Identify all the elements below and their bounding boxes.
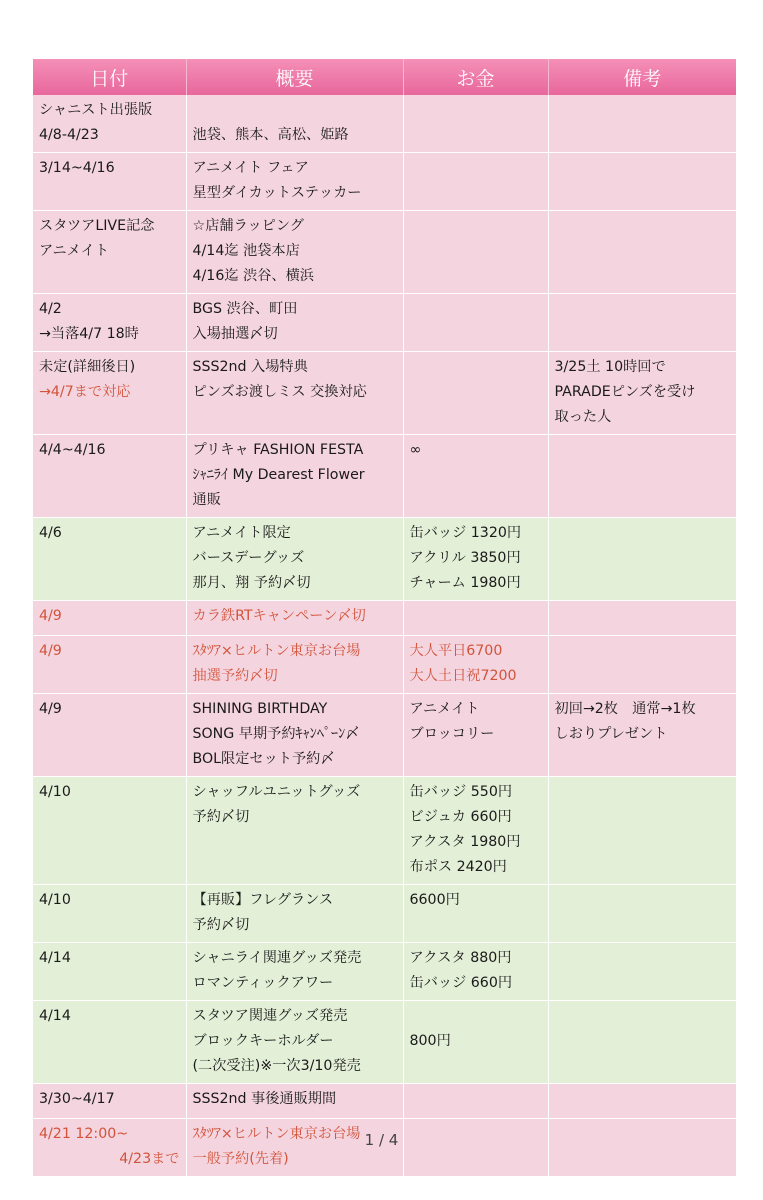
note-cell bbox=[548, 352, 736, 435]
money-line bbox=[410, 1004, 542, 1029]
summary-line: 【再販】フレグランス bbox=[192, 892, 334, 908]
summary-line: ☆店舗ラッピング bbox=[192, 218, 304, 234]
summary-cell bbox=[186, 943, 403, 1001]
money-cell bbox=[403, 435, 548, 518]
money-line: ∞ bbox=[409, 442, 422, 458]
date-cell bbox=[33, 601, 186, 636]
table-row bbox=[33, 352, 736, 435]
note-cell bbox=[548, 153, 736, 211]
date-line: 4/10 bbox=[39, 784, 71, 800]
money-cell bbox=[403, 95, 548, 153]
summary-line: スタツア関連グッズ発売 bbox=[192, 1008, 348, 1024]
summary-cell bbox=[186, 518, 403, 601]
date-line: 4/10 bbox=[39, 892, 71, 908]
date-line: 4/14 bbox=[39, 950, 71, 966]
date-line: アニメイト bbox=[39, 243, 109, 259]
summary-line: ｽﾀﾂｱ×ヒルトン東京お台場 bbox=[192, 643, 361, 659]
money-cell bbox=[403, 211, 548, 294]
table-row bbox=[33, 518, 736, 601]
date-cell bbox=[33, 943, 186, 1001]
table-row bbox=[33, 943, 736, 1001]
header-summary: 概要 bbox=[186, 59, 403, 95]
money-cell bbox=[403, 694, 548, 777]
money-line: 缶バッジ 660円 bbox=[409, 975, 513, 991]
summary-line: 池袋、熊本、高松、姫路 bbox=[192, 127, 349, 143]
summary-cell bbox=[186, 636, 403, 694]
date-cell bbox=[33, 1001, 186, 1084]
note-cell bbox=[548, 1084, 736, 1119]
date-cell bbox=[33, 777, 186, 885]
summary-cell bbox=[186, 1001, 403, 1084]
money-line: アクリル 3850円 bbox=[409, 550, 521, 566]
summary-cell bbox=[186, 885, 403, 943]
date-cell bbox=[33, 885, 186, 943]
money-line: 大人平日6700 bbox=[409, 643, 503, 659]
date-cell bbox=[33, 694, 186, 777]
money-cell bbox=[403, 1084, 548, 1119]
summary-line: (二次受注)※一次3/10発売 bbox=[192, 1058, 361, 1074]
note-line: PARADEピンズを受け bbox=[554, 384, 696, 400]
table-row bbox=[33, 95, 736, 153]
date-line: 4/4~4/16 bbox=[39, 442, 106, 458]
summary-line: 4/14迄 池袋本店 bbox=[192, 243, 300, 259]
page-indicator: 1 / 4 bbox=[364, 1131, 399, 1149]
summary-cell bbox=[186, 95, 403, 153]
summary-line: 予約〆切 bbox=[192, 917, 250, 933]
money-line: ブロッコリー bbox=[409, 726, 495, 742]
table-row bbox=[33, 694, 736, 777]
date-line: 3/30~4/17 bbox=[39, 1091, 115, 1107]
date-line: 4/9 bbox=[39, 643, 62, 659]
summary-line: プリキャ FASHION FESTA bbox=[192, 442, 364, 458]
money-line: アクスタ 880円 bbox=[409, 950, 512, 966]
money-line: チャーム 1980円 bbox=[409, 575, 521, 591]
table-row bbox=[33, 211, 736, 294]
note-cell bbox=[548, 694, 736, 777]
summary-cell bbox=[186, 294, 403, 352]
date-line: 未定(詳細後日) bbox=[39, 359, 136, 375]
money-cell bbox=[403, 518, 548, 601]
table-row bbox=[33, 435, 736, 518]
summary-line: 予約〆切 bbox=[192, 809, 250, 825]
summary-cell bbox=[186, 435, 403, 518]
date-line: 4/23まで bbox=[119, 1151, 180, 1167]
money-line: 800円 bbox=[409, 1033, 451, 1049]
date-line: 3/14~4/16 bbox=[39, 160, 115, 176]
date-line: →4/7まで対応 bbox=[39, 384, 131, 400]
money-line: 缶バッジ 550円 bbox=[409, 784, 513, 800]
date-line: 4/8-4/23 bbox=[39, 127, 99, 143]
note-cell bbox=[548, 885, 736, 943]
money-cell bbox=[403, 153, 548, 211]
summary-line: アニメイト フェア bbox=[192, 160, 309, 176]
note-line: 初回→2枚 通常→1枚 bbox=[554, 701, 696, 717]
note-cell bbox=[548, 518, 736, 601]
date-cell bbox=[33, 211, 186, 294]
summary-line: 4/16迄 渋谷、横浜 bbox=[192, 268, 314, 284]
summary-line: SSS2nd 事後通販期間 bbox=[192, 1091, 337, 1107]
summary-line: シャニライ関連グッズ発売 bbox=[192, 950, 362, 966]
date-cell bbox=[33, 636, 186, 694]
money-line: 大人土日祝7200 bbox=[409, 668, 517, 684]
note-cell bbox=[548, 211, 736, 294]
summary-line: BGS 渋谷、町田 bbox=[192, 301, 298, 317]
money-line: ビジュカ 660円 bbox=[409, 809, 512, 825]
header-row bbox=[33, 59, 736, 95]
table-row bbox=[33, 601, 736, 636]
header-date: 日付 bbox=[33, 59, 186, 95]
summary-cell bbox=[186, 601, 403, 636]
summary-line: 抽選予約〆切 bbox=[192, 668, 278, 684]
table-row bbox=[33, 153, 736, 211]
money-line: 缶バッジ 1320円 bbox=[409, 525, 522, 541]
date-line: 4/21 12:00~ bbox=[39, 1126, 129, 1142]
summary-line: カラ鉄RTキャンペーン〆切 bbox=[192, 608, 366, 624]
money-cell bbox=[403, 601, 548, 636]
note-line: 3/25土 10時回で bbox=[554, 359, 666, 375]
date-line: 4/2 bbox=[39, 301, 62, 317]
summary-line: ｼｬﾆﾗｲ My Dearest Flower bbox=[192, 467, 365, 483]
date-line: スタツアLIVE記念 bbox=[39, 218, 155, 234]
money-cell bbox=[403, 294, 548, 352]
date-cell bbox=[33, 153, 186, 211]
money-line: アクスタ 1980円 bbox=[409, 834, 521, 850]
date-cell bbox=[33, 95, 186, 153]
date-line: シャニスト出張版 bbox=[39, 102, 153, 118]
summary-line: 通販 bbox=[192, 492, 221, 508]
note-cell bbox=[548, 636, 736, 694]
summary-line: 一般予約(先着) bbox=[192, 1151, 289, 1167]
money-line: 6600円 bbox=[409, 892, 460, 908]
note-cell bbox=[548, 294, 736, 352]
money-line: アニメイト bbox=[409, 701, 480, 717]
note-cell bbox=[548, 943, 736, 1001]
table-row bbox=[33, 777, 736, 885]
summary-line: SONG 早期予約ｷｬﾝﾍﾟｰﾝ〆 bbox=[192, 726, 360, 742]
summary-cell bbox=[186, 211, 403, 294]
summary-line: バースデーグッズ bbox=[192, 550, 305, 566]
table-row bbox=[33, 1084, 736, 1119]
money-cell bbox=[403, 352, 548, 435]
schedule-table bbox=[33, 59, 736, 1177]
date-line: 4/9 bbox=[39, 608, 62, 624]
header-money: お金 bbox=[403, 59, 548, 95]
money-cell bbox=[403, 1001, 548, 1084]
summary-line bbox=[193, 98, 397, 123]
table-row bbox=[33, 885, 736, 943]
summary-line: ピンズお渡しミス 交換対応 bbox=[192, 384, 367, 400]
note-cell bbox=[548, 777, 736, 885]
schedule-sheet bbox=[33, 59, 736, 1177]
note-cell bbox=[548, 1001, 736, 1084]
summary-line: SHINING BIRTHDAY bbox=[192, 701, 328, 717]
note-line: 取った人 bbox=[554, 409, 612, 425]
summary-cell bbox=[186, 777, 403, 885]
date-line: →当落4/7 18時 bbox=[39, 326, 139, 342]
note-line: しおりプレゼント bbox=[554, 726, 668, 742]
summary-line: アニメイト限定 bbox=[192, 525, 291, 541]
summary-line: ロマンティックアワー bbox=[192, 975, 334, 991]
summary-line: SSS2nd 入場特典 bbox=[192, 359, 308, 375]
summary-line: BOL限定セット予約〆 bbox=[192, 751, 335, 767]
money-cell bbox=[403, 636, 548, 694]
summary-cell bbox=[186, 694, 403, 777]
note-cell bbox=[548, 601, 736, 636]
date-line: 4/9 bbox=[39, 701, 62, 717]
date-line: 4/14 bbox=[39, 1008, 71, 1024]
money-cell bbox=[403, 777, 548, 885]
summary-line: ブロックキーホルダー bbox=[192, 1033, 334, 1049]
money-cell bbox=[403, 885, 548, 943]
money-cell bbox=[403, 943, 548, 1001]
date-cell bbox=[33, 435, 186, 518]
date-cell bbox=[33, 518, 186, 601]
date-cell bbox=[33, 352, 186, 435]
summary-cell bbox=[186, 153, 403, 211]
header-note: 備考 bbox=[548, 59, 736, 95]
money-line: 布ポス 2420円 bbox=[409, 859, 507, 875]
summary-cell bbox=[186, 1084, 403, 1119]
note-cell bbox=[548, 95, 736, 153]
table-row bbox=[33, 1001, 736, 1084]
table-row bbox=[33, 294, 736, 352]
table-row bbox=[33, 636, 736, 694]
summary-cell bbox=[186, 352, 403, 435]
summary-line: ｽﾀﾂｱ×ヒルトン東京お台場 bbox=[192, 1126, 361, 1142]
date-cell bbox=[33, 294, 186, 352]
date-line: 4/6 bbox=[39, 525, 62, 541]
date-cell bbox=[33, 1084, 186, 1119]
summary-line: 星型ダイカットステッカー bbox=[192, 185, 362, 201]
summary-line: シャッフルユニットグッズ bbox=[192, 784, 361, 800]
summary-line: 那月、翔 予約〆切 bbox=[192, 575, 311, 591]
note-cell bbox=[548, 435, 736, 518]
summary-line: 入場抽選〆切 bbox=[192, 326, 278, 342]
